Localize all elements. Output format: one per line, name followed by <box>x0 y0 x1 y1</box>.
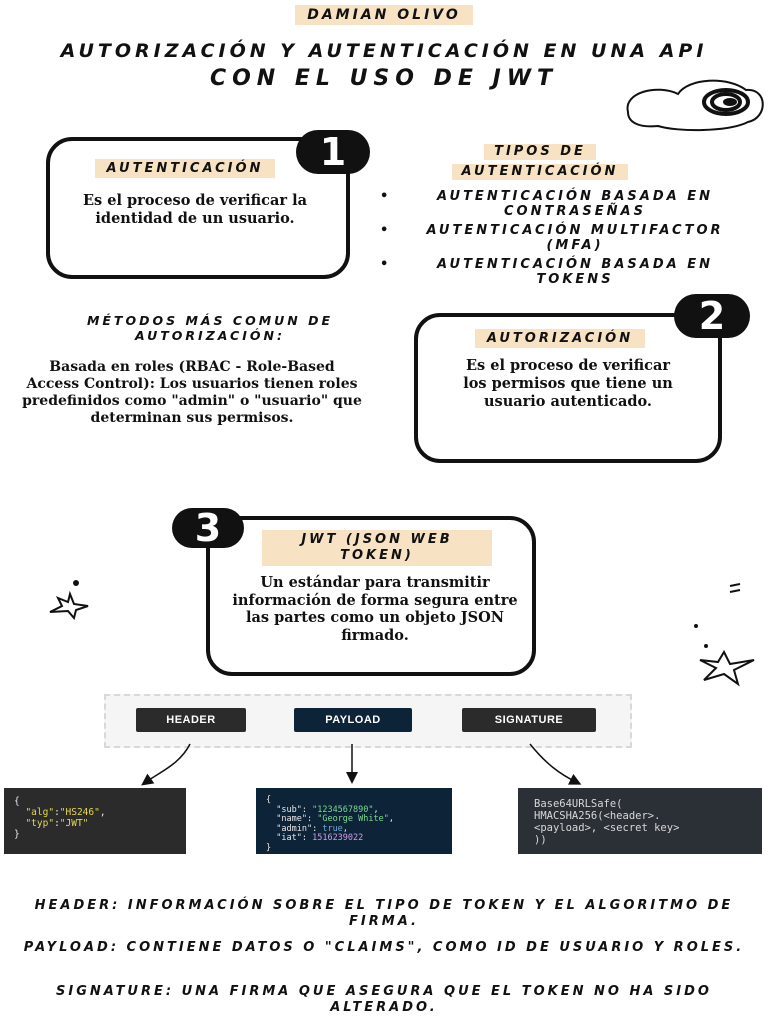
jwt-heading-wrap <box>262 530 492 566</box>
payload-code-block: { "sub": "1234567890", "name": "George White", "admin": true, "iat": 1516239022 } <box>256 788 452 854</box>
jwt-body: Un estándar para transmitir información de forma segura entre las partes como un objeto JSON firmado. <box>232 574 518 644</box>
types-heading-line2: AUTENTICACIÓN <box>452 164 629 180</box>
code-key-sub: "sub" <box>276 804 302 815</box>
authorization-heading-wrap <box>450 327 670 348</box>
code-key-typ: "typ" <box>25 818 55 829</box>
code-key-iat: "iat" <box>276 833 302 843</box>
signature-arrow <box>530 744 576 782</box>
types-heading <box>440 140 640 180</box>
code-brace: } <box>266 842 272 853</box>
signature-code-block <box>518 788 762 854</box>
header-code-block: { "alg":"HS246", "typ":"JWT" } <box>4 788 186 854</box>
code-brace: { <box>14 796 20 807</box>
authentication-heading-wrap <box>80 157 290 178</box>
types-item-mfa: • AUTENTICACIÓN MULTIFACTOR (MFA) <box>410 223 740 253</box>
code-val-iat: 1516239022 <box>312 833 364 843</box>
author-name: DAMIAN OLIVO <box>295 5 473 25</box>
types-item-tokens: • AUTENTICACIÓN BASADA EN TOKENS <box>410 257 740 287</box>
methods-heading: MÉTODOS MÁS COMUN DE AUTORIZACIÓN: <box>86 313 334 343</box>
author-badge <box>0 4 768 25</box>
number-badge-1: 1 <box>296 130 370 174</box>
payload-tab[interactable]: PAYLOAD <box>294 708 412 732</box>
code-val-alg: "HS246" <box>59 807 100 818</box>
header-tab[interactable]: HEADER <box>136 708 246 732</box>
types-heading-line1: TIPOS DE <box>484 144 596 160</box>
number-badge-2: 2 <box>674 294 750 338</box>
code-val-sub: "1234567890" <box>312 804 374 815</box>
star-doodle-right-icon <box>694 576 760 688</box>
methods-body: Basada en roles (RBAC - Role-Based Access Control): Los usuarios tienen roles predefinidos como "admin" o "usuario" que determinan sus permisos. <box>22 359 362 426</box>
code-key-name: "name" <box>276 814 307 824</box>
authorization-heading: AUTORIZACIÓN <box>475 329 645 348</box>
code-key-alg: "alg" <box>25 807 55 818</box>
note-signature: SIGNATURE: UNA FIRMA QUE ASEGURA QUE EL TOKEN NO HA SIDO ALTERADO. <box>56 984 712 1015</box>
number-badge-3: 3 <box>172 508 244 548</box>
authentication-heading: AUTENTICACIÓN <box>95 159 276 178</box>
note-header: HEADER: INFORMACIÓN SOBRE EL TIPO DE TOKEN Y EL ALGORITMO DE FIRMA. <box>34 898 734 929</box>
code-brace: { <box>266 795 272 805</box>
jwt-arrows <box>0 740 768 790</box>
authorization-body: Es el proceso de verificar los permisos que tiene un usuario autenticado. <box>463 357 673 410</box>
code-line: HMACSHA256(<header>. <box>534 810 661 822</box>
page-title-line1: AUTORIZACIÓN Y AUTENTICACIÓN EN UNA API <box>60 40 708 62</box>
star-doodle-left-icon <box>44 578 96 620</box>
code-val-admin: true <box>322 823 343 834</box>
code-line: Base64URLSafe( <box>534 798 623 810</box>
page-title-line2: CON EL USO DE JWT <box>209 66 559 91</box>
code-line: <payload>, <secret key> <box>534 822 680 834</box>
authentication-body: Es el proceso de verificar la identidad de un usuario. <box>83 192 307 227</box>
code-key-admin: "admin" <box>276 823 313 834</box>
code-line: )) <box>534 834 547 846</box>
types-list <box>410 189 740 291</box>
note-payload: PAYLOAD: CONTIENE DATOS O "CLAIMS", COMO ID DE USUARIO Y ROLES. <box>23 940 745 955</box>
types-item-passwords: • AUTENTICACIÓN BASADA EN CONTRASEÑAS <box>410 189 740 219</box>
header-arrow <box>146 744 190 782</box>
code-val-typ: "JWT" <box>59 818 89 829</box>
scribble-cloud-decoration <box>618 72 768 134</box>
jwt-heading: JWT (JSON WEB TOKEN) <box>262 530 492 566</box>
code-brace: } <box>14 829 20 840</box>
signature-tab[interactable]: SIGNATURE <box>462 708 596 732</box>
code-val-name: "George White" <box>317 814 389 824</box>
